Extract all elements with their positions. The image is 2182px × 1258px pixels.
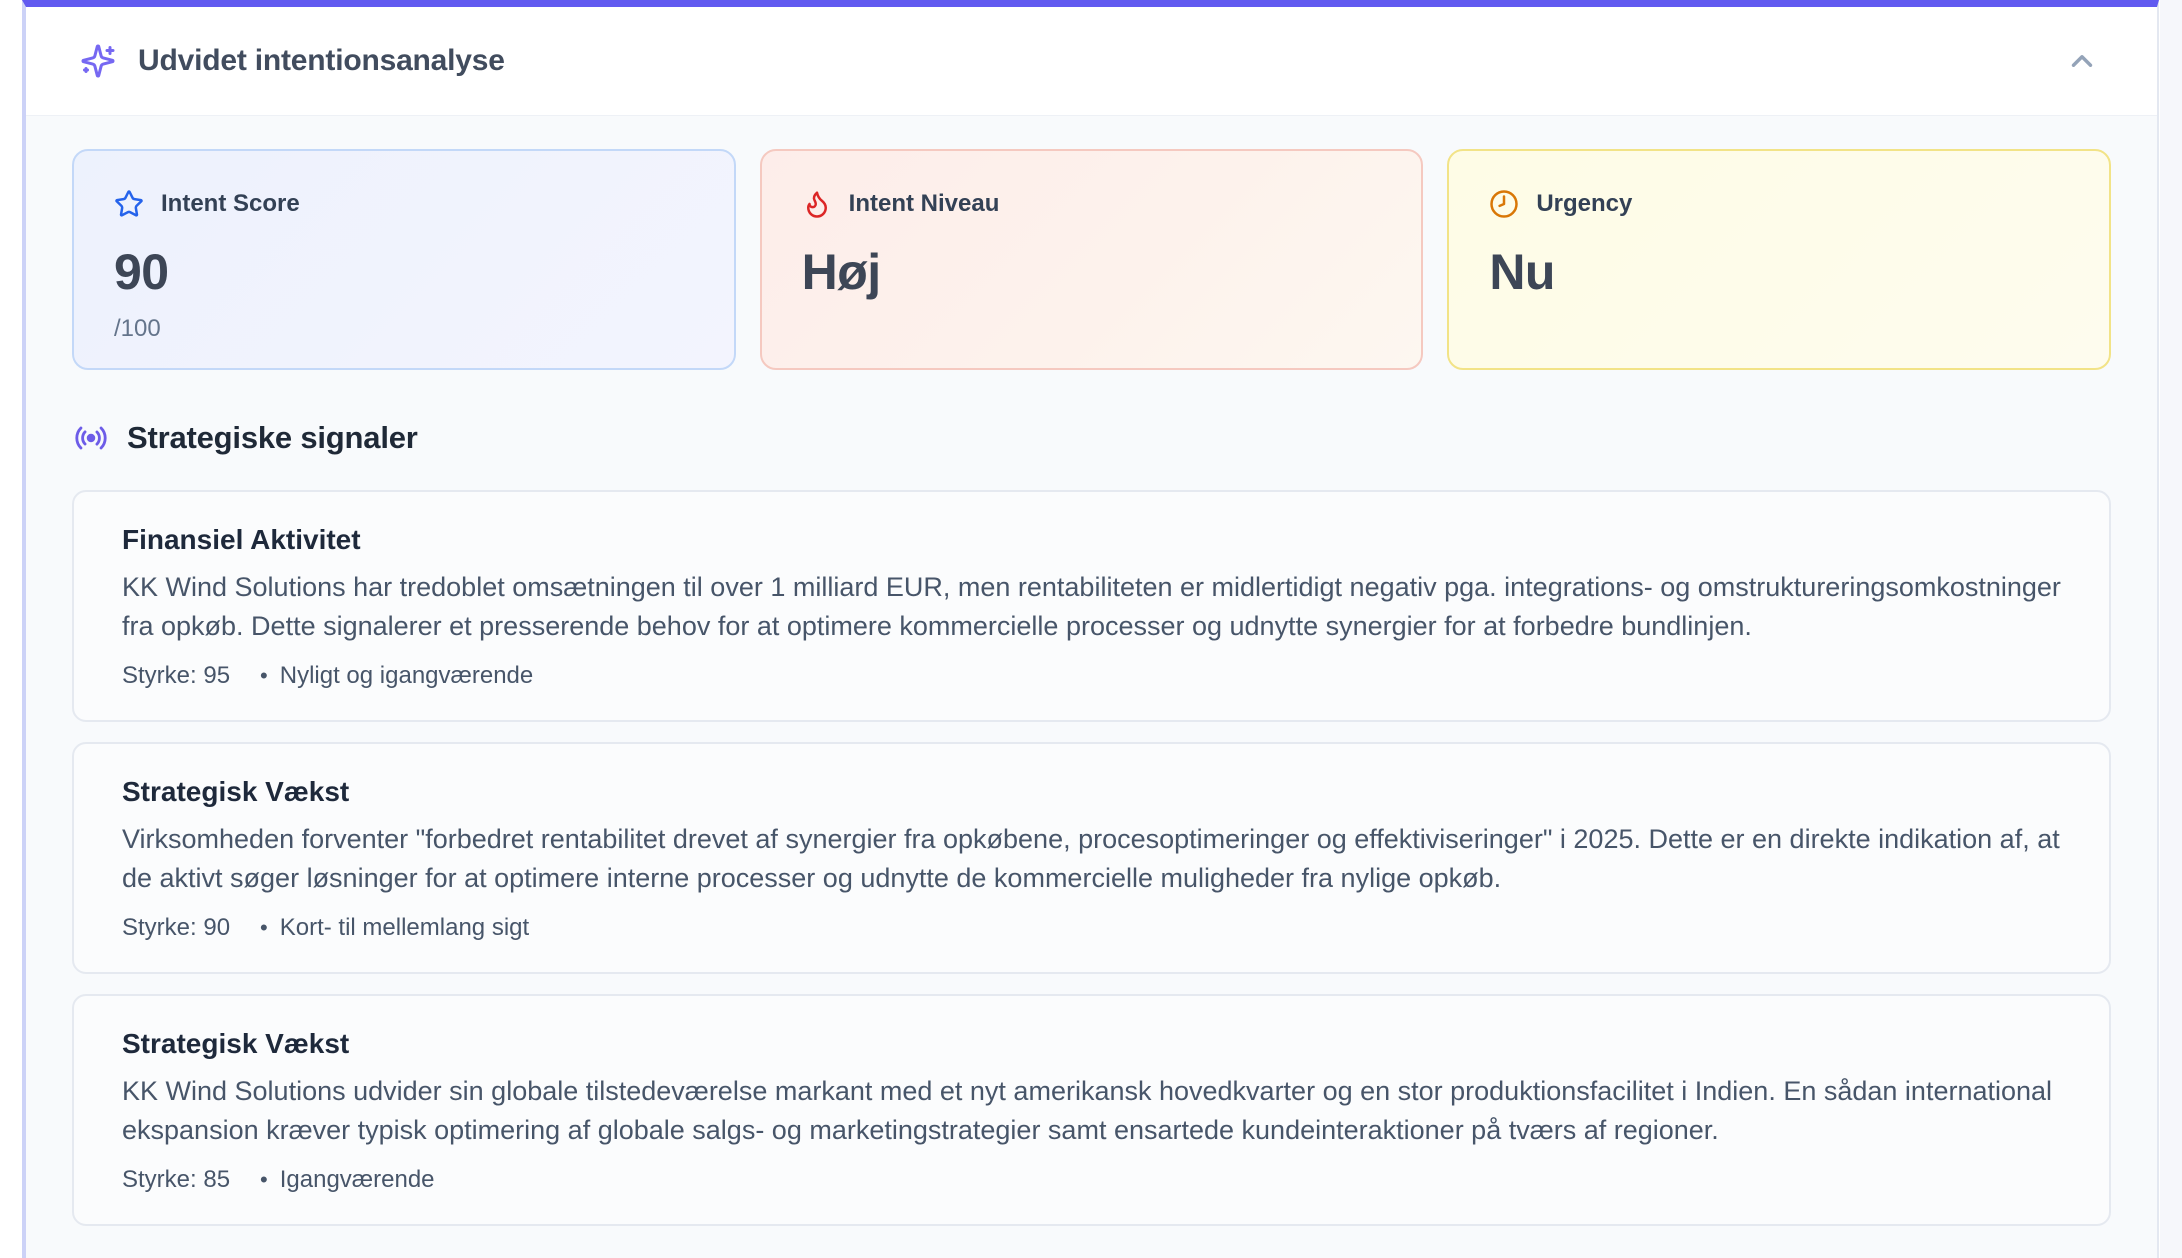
flame-icon <box>802 189 832 219</box>
signal-meta <box>122 1166 2061 1194</box>
stats-row <box>72 149 2111 370</box>
panel-header[interactable] <box>26 7 2157 115</box>
page-right-gutter <box>2160 0 2182 1258</box>
signal-timeframe: Nyligt og igangværende <box>279 662 534 689</box>
signal-title: Strategisk Vækst <box>122 776 350 807</box>
signal-card <box>72 742 2111 974</box>
signal-title: Strategisk Vækst <box>122 1028 350 1059</box>
stat-label: Intent Niveau <box>848 190 1000 217</box>
signals-section-heading <box>74 420 2111 456</box>
stat-card-urgency <box>1447 149 2111 370</box>
sparkles-icon <box>80 43 116 79</box>
radio-icon <box>74 421 108 455</box>
signal-description: Virksomheden forventer "forbedret rentabilitet drevet af synergier fra opkøbene, procesoptimeringer og effektiviseringer" i 2025. Dette er en direkte indikation af, at de aktivt søger løsninger for at optimere interne processer og udnytte de kommercielle muligheder fra nylige opkøb. <box>122 824 2060 893</box>
stat-suffix: /100 <box>114 315 161 342</box>
signal-strength: Styrke: 90 <box>122 914 231 941</box>
bullet-separator: • <box>260 1167 268 1192</box>
collapse-button[interactable] <box>2059 38 2105 84</box>
signal-description: KK Wind Solutions har tredoblet omsætningen til over 1 milliard EUR, men rentabiliteten er midlertidigt negativ pga. integrations- og omstruktureringsomkostninger fra opkøb. Dette signalerer et presserende behov for at optimere kommercielle processer og udnytte synergier for at forbedre bundlinjen. <box>122 572 2061 641</box>
signal-card <box>72 490 2111 722</box>
chevron-up-icon <box>2065 44 2099 78</box>
signal-title: Finansiel Aktivitet <box>122 524 361 555</box>
signal-timeframe: Igangværende <box>279 1166 435 1193</box>
stat-label: Urgency <box>1536 190 1633 217</box>
stat-label: Intent Score <box>161 190 300 217</box>
stat-value: 90 <box>114 244 169 300</box>
panel-title: Udvidet intentionsanalyse <box>138 44 505 77</box>
signal-strength: Styrke: 95 <box>122 662 231 689</box>
stat-value: Høj <box>801 244 881 300</box>
bullet-separator: • <box>260 915 268 940</box>
signal-meta <box>122 914 2061 942</box>
stat-value: Nu <box>1489 244 1555 300</box>
intent-analysis-panel <box>22 0 2159 1258</box>
signal-timeframe: Kort- til mellemlang sigt <box>279 914 530 941</box>
signal-strength: Styrke: 85 <box>122 1166 231 1193</box>
signal-card <box>72 994 2111 1226</box>
stat-card-intent-score <box>72 149 736 370</box>
panel-body <box>26 115 2157 1226</box>
bullet-separator: • <box>260 663 268 688</box>
signal-description: KK Wind Solutions udvider sin globale tilstedeværelse markant med et nyt amerikansk hovedkvarter og en stor produktionsfacilitet i Indien. En sådan international ekspansion kræver typisk optimering af globale salgs- og marketingstrategier samt ensartede kundeinteraktioner på tværs af regioner. <box>122 1076 2053 1145</box>
stat-card-intent-niveau <box>760 149 1424 370</box>
clock-icon <box>1489 189 1519 219</box>
signals-section-title: Strategiske signaler <box>127 420 418 455</box>
signal-meta <box>122 662 2061 690</box>
star-icon <box>114 189 144 219</box>
